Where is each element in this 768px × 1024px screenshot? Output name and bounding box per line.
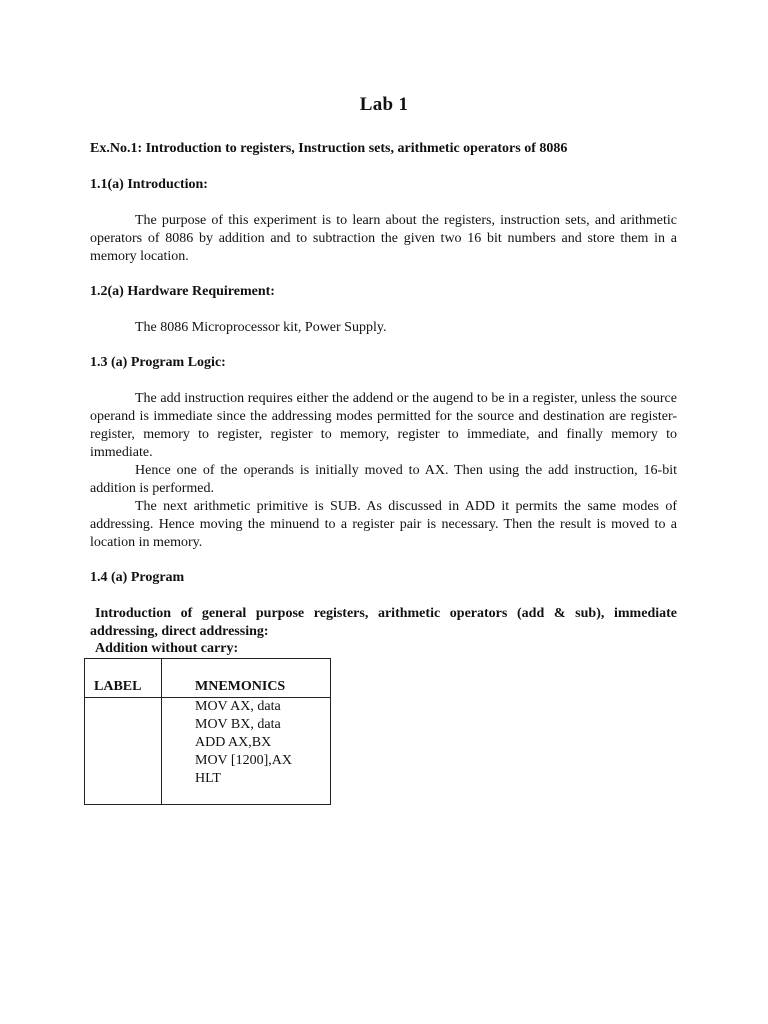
program-logic-text-3: The next arithmetic primitive is SUB. As discussed in ADD it permits the same modes of addressing. Hence moving the minuend to a register pair is necessary. Then the result is moved to a location in memory. [90, 499, 677, 550]
label-column-header: LABEL [85, 659, 162, 698]
mnemonic-line: MOV BX, data [195, 717, 281, 732]
exercise-heading: Ex.No.1: Introduction to registers, Instruction sets, arithmetic operators of 8086 [90, 141, 568, 156]
mnemonics-column-header: MNEMONICS [162, 659, 331, 698]
mnemonic-line: MOV [1200],AX [195, 753, 292, 768]
mnemonic-line: MOV AX, data [195, 699, 281, 714]
table-row [85, 698, 331, 805]
introduction-text: The purpose of this experiment is to learn about the registers, instruction sets, and arithmetic operators of 8086 by addition and to subtraction the given two 16 bit numbers and store them in a memory location. [90, 213, 677, 264]
introduction-paragraph [90, 212, 677, 266]
mnemonics-table [84, 658, 331, 805]
table-header-row [85, 659, 331, 698]
mnemonics-cell [162, 698, 331, 805]
program-logic-paragraph-1 [90, 390, 677, 462]
program-logic-paragraph-3 [90, 498, 677, 552]
mnemonic-line: HLT [195, 771, 221, 786]
program-logic-text-2: Hence one of the operands is initially moved to AX. Then using the add instruction, 16-bit addition is performed. [90, 463, 677, 496]
hardware-text: The 8086 Microprocessor kit, Power Supply. [135, 320, 387, 335]
program-intro: Introduction of general purpose registers, arithmetic operators (add & sub), immediate addressing, direct addressing: [90, 606, 677, 639]
program-logic-paragraph-2 [90, 462, 677, 498]
page-title: Lab 1 [359, 94, 409, 115]
mnemonic-line: ADD AX,BX [195, 735, 272, 750]
label-cell [85, 698, 162, 805]
program-heading: 1.4 (a) Program [90, 570, 185, 585]
hardware-heading: 1.2(a) Hardware Requirement: [90, 284, 275, 299]
hardware-paragraph [90, 319, 677, 337]
program-logic-heading: 1.3 (a) Program Logic: [90, 355, 226, 370]
program-logic-text-1: The add instruction requires either the addend or the augend to be in a register, unless the source operand is immediate since the addressing modes permitted for the source and destination are register-register, memory to register, register to memory, register to immediate, and finally memory to immediate. [90, 391, 677, 460]
addition-subheading: Addition without carry: [95, 641, 239, 656]
introduction-heading: 1.1(a) Introduction: [90, 177, 208, 192]
